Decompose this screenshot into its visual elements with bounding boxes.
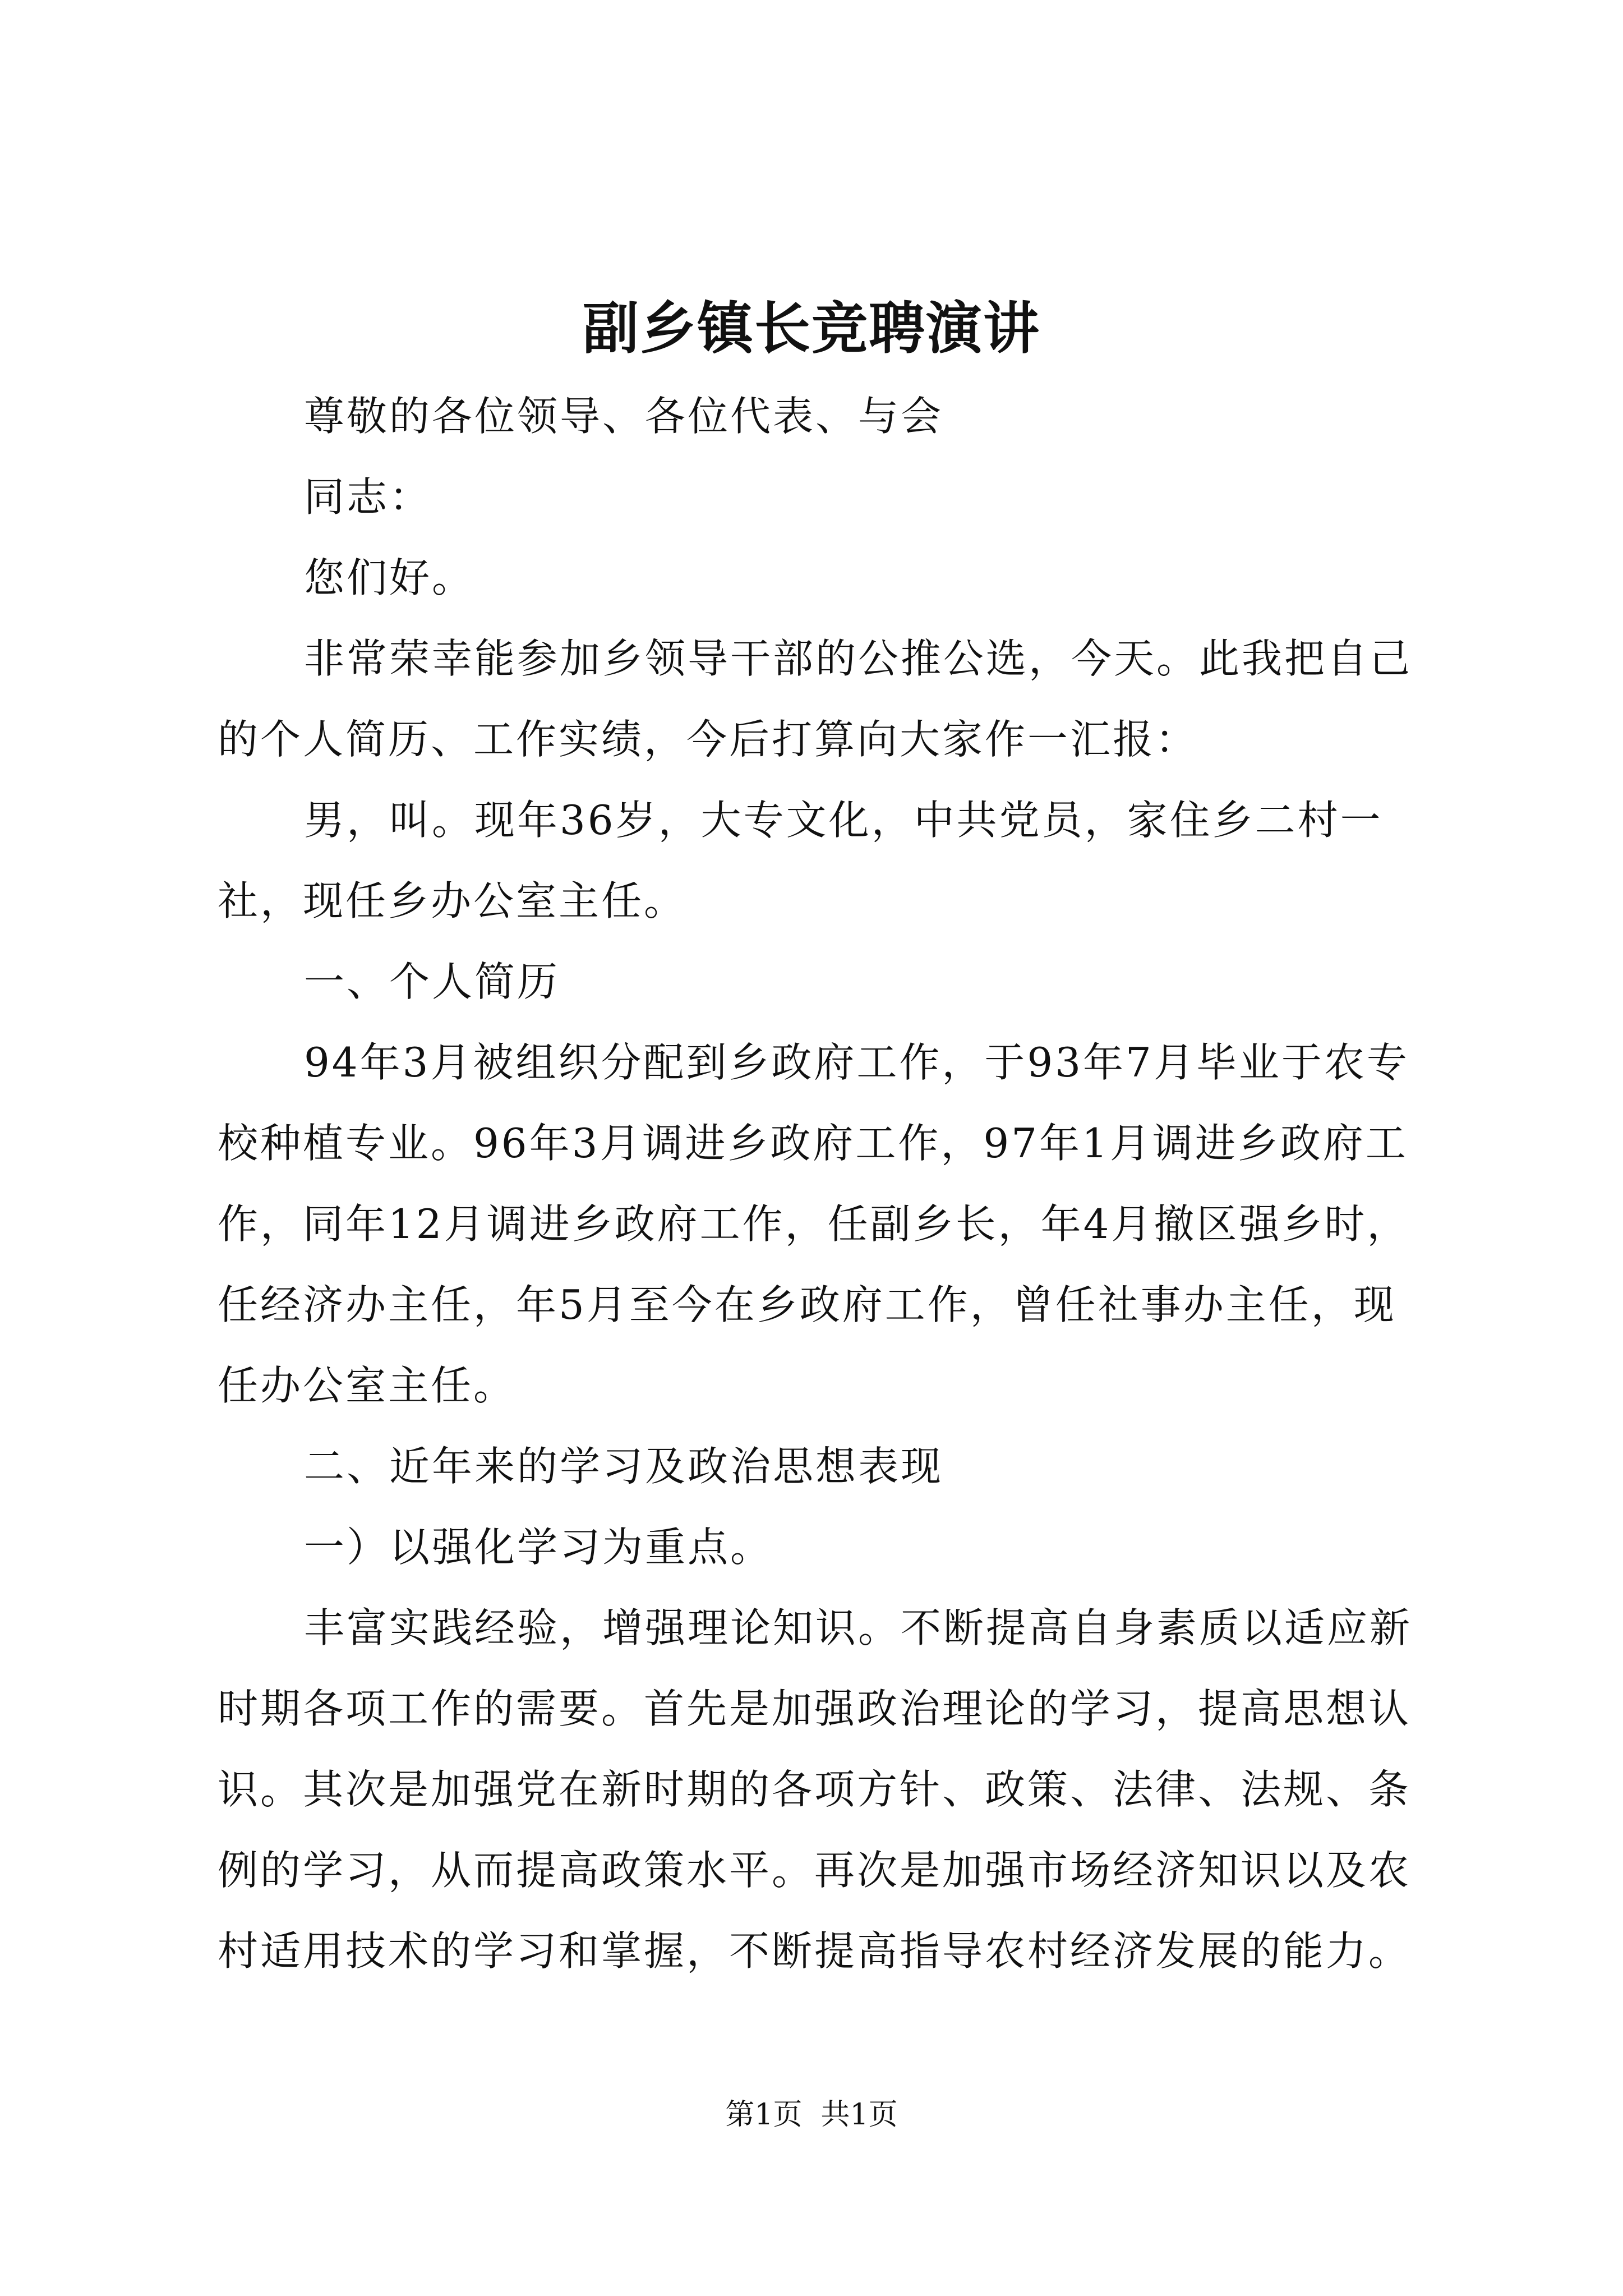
page-footer [0,2092,1623,2137]
document-body [218,376,1418,1991]
paragraph-intro: 非常荣幸能参加乡领导干部的公推公选，今天。此我把自己的个人简历、工作实绩，今后打算向大家作一汇报： [218,635,1413,763]
paragraph-salutation-cont: 同志： [304,473,432,521]
section-heading-resume: 一、个人简历 [304,958,560,1005]
section-heading-study: 二、近年来的学习及政治思想表现 [304,1443,944,1490]
paragraph-study: 丰富实践经验，增强理论知识。不断提高自身素质以适应新时期各项工作的需要。首先是加强政治理论的学习，提高思想认识。其次是加强党在新时期的各项方针、政策、法律、法规、条例的学习，从而提高政策水平。再次是加强市场经济知识以及农村适用技术的学习和掌握，不断提高指导农村经济发展的能力。 [218,1604,1413,1975]
paragraph-greeting: 您们好。 [304,554,475,601]
page-number-label: 第1页 共1页 [725,2098,898,2132]
paragraph-resume: 94年3月被组织分配到乡政府工作，于93年7月毕业于农专校种植专业。96年3月调进乡政府工作，97年1月调进乡政府工作，同年12月调进乡政府工作，任副乡长，年4月撤区强乡时，任经济办主任，年5月至今在乡政府工作，曾任社事办主任，现任办公室主任。 [218,1039,1410,1409]
paragraph-self-intro: 男，叫。现年36岁，大专文化，中共党员，家住乡二村一社，现任乡办公室主任。 [218,797,1383,924]
subsection-heading-study: 一）以强化学习为重点。 [304,1524,773,1571]
document-title: 副乡镇长竞聘演讲 [583,295,1040,361]
paragraph-salutation: 尊敬的各位领导、各位代表、与会 [304,393,944,440]
